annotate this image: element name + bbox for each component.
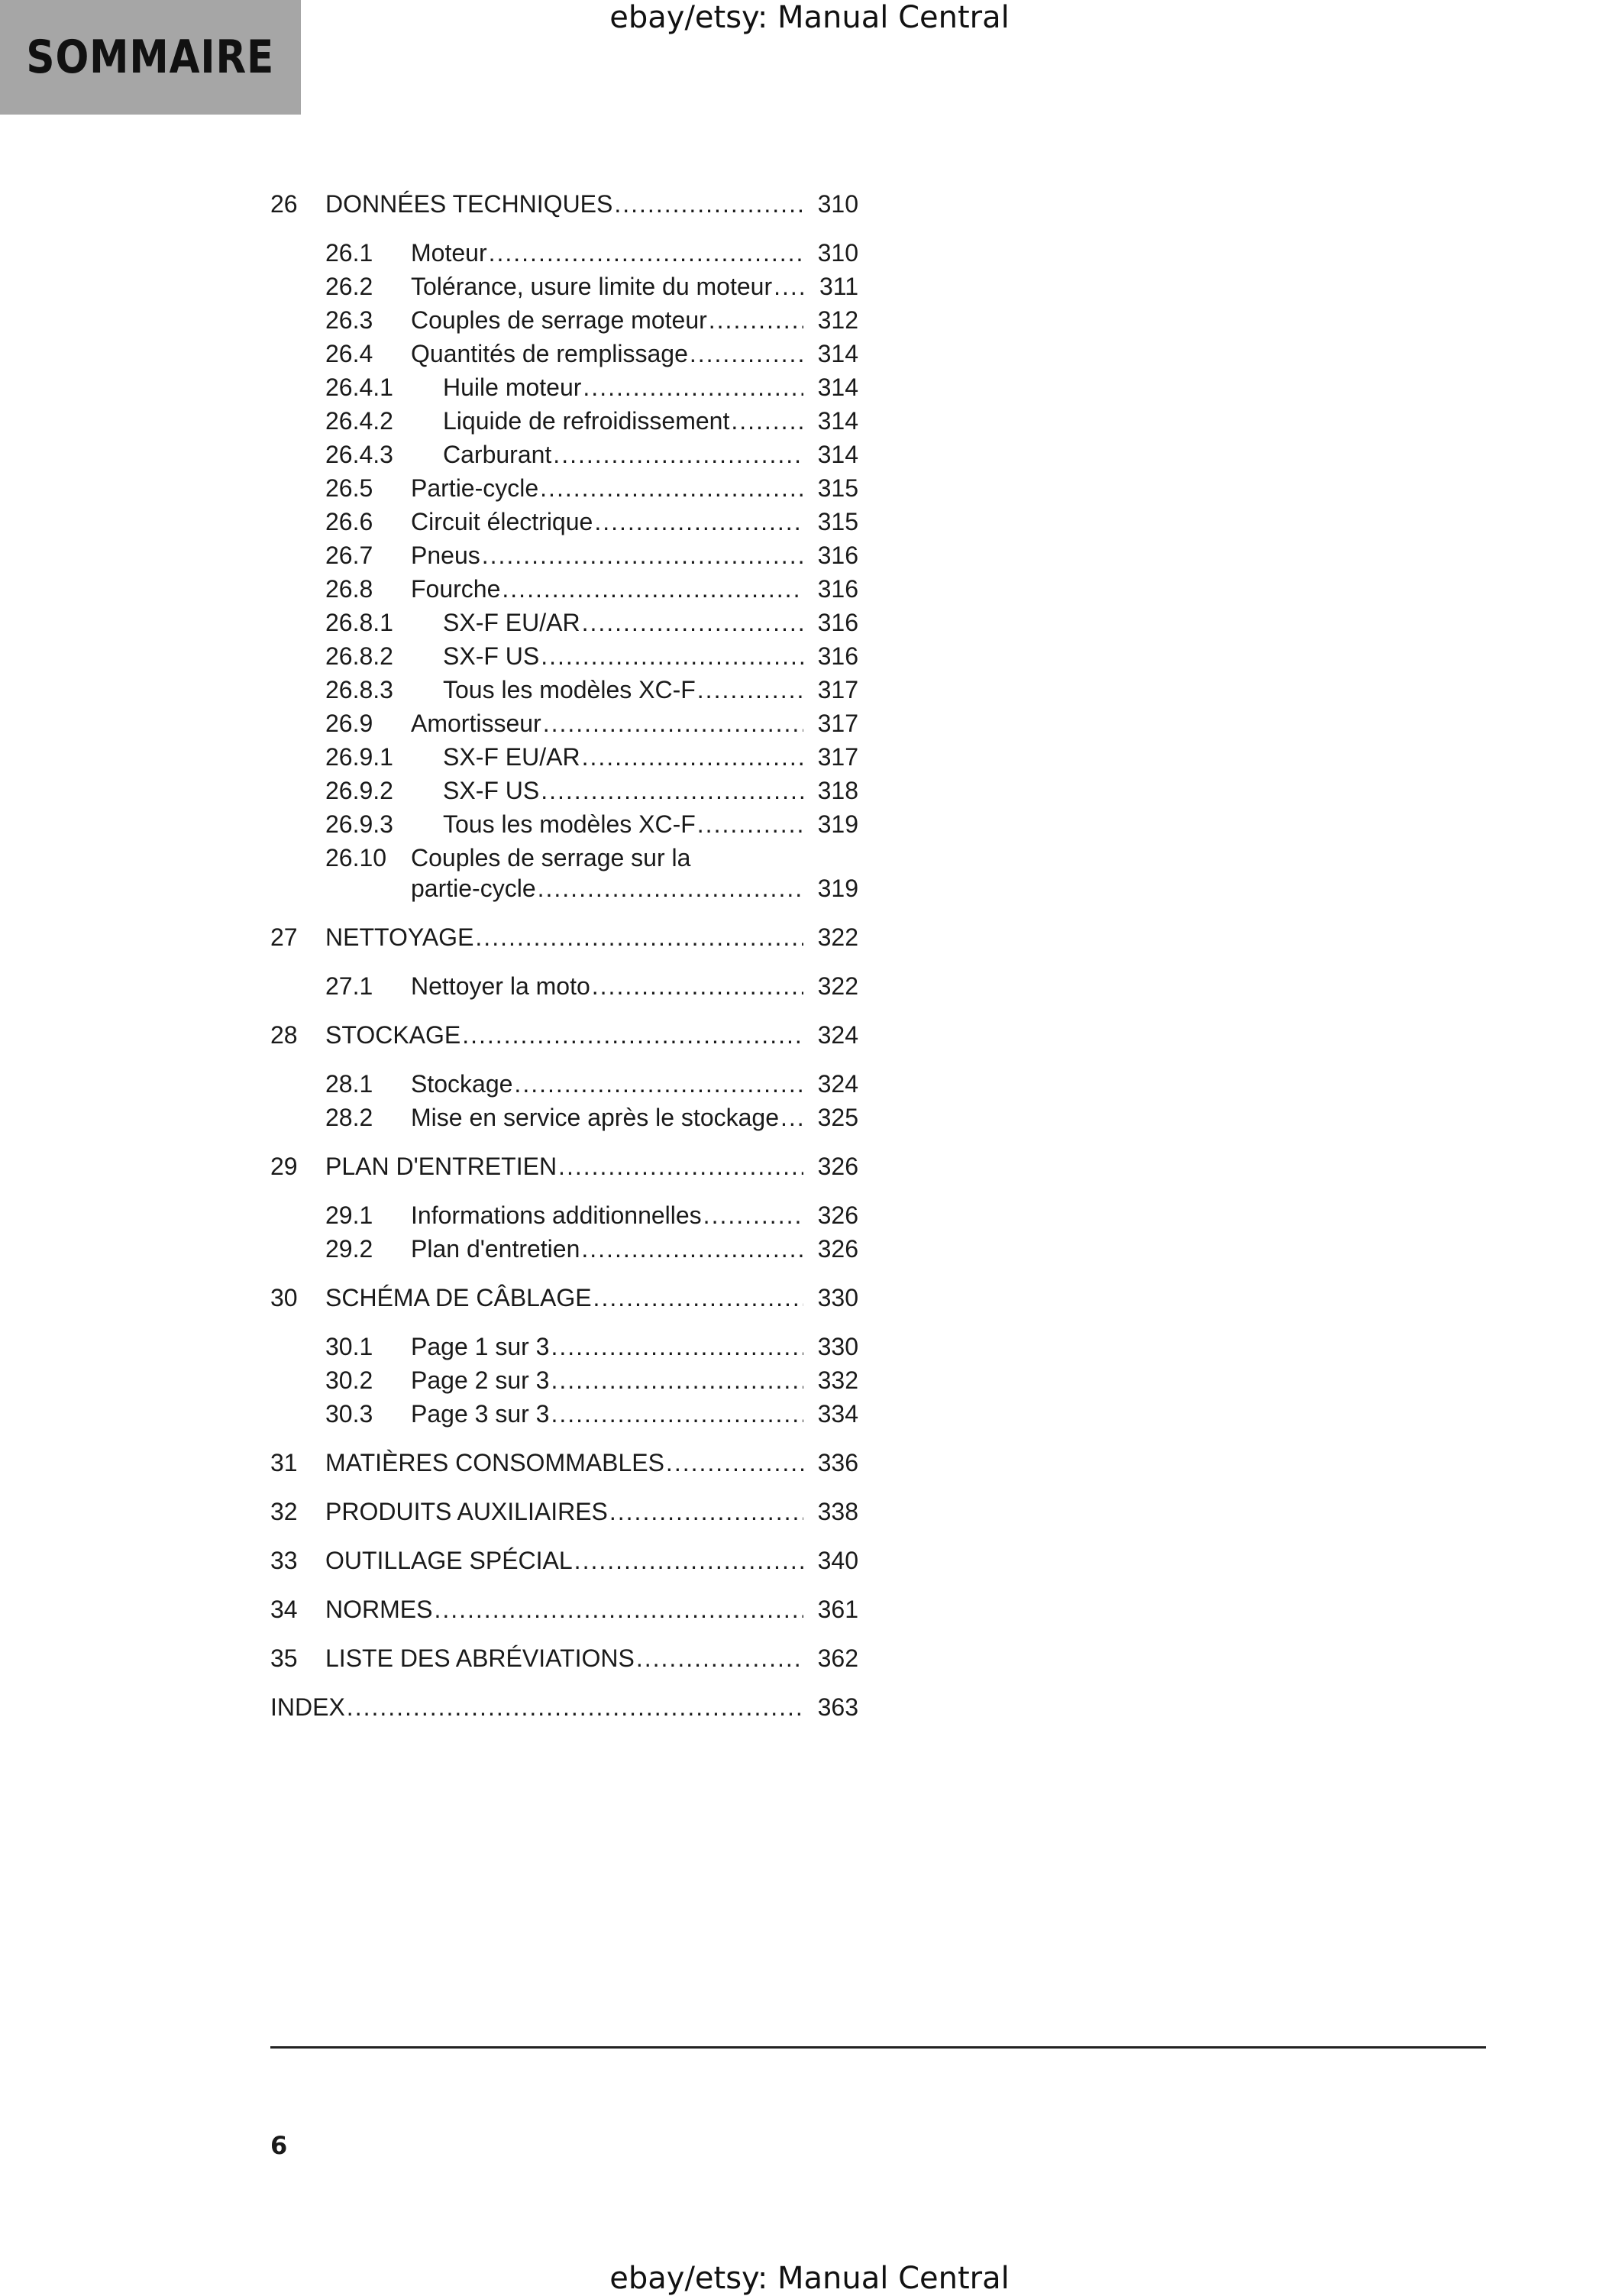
toc-number: 26.9.1	[325, 743, 393, 771]
toc-title: STOCKAGE	[325, 1018, 462, 1052]
dot-leader	[582, 606, 803, 639]
toc-title: Tous les modèles XC-F	[443, 807, 697, 841]
toc-number: 31	[270, 1449, 298, 1476]
toc-title: PRODUITS AUXILIAIRES	[325, 1495, 609, 1528]
dot-leader	[551, 1363, 803, 1397]
toc-title: Informations additionnelles	[411, 1198, 703, 1232]
toc-title: Page 1 sur 3	[411, 1330, 551, 1363]
table-of-contents	[270, 187, 858, 1724]
toc-title: SX-F US	[443, 639, 541, 673]
toc-section-row[interactable]	[270, 1067, 858, 1101]
toc-chapter-row[interactable]	[270, 1281, 858, 1315]
dot-leader	[551, 1397, 803, 1431]
dot-leader	[583, 370, 803, 404]
toc-section-row[interactable]	[270, 1101, 858, 1134]
toc-page-number: 332	[817, 1366, 858, 1394]
dot-leader	[475, 920, 803, 954]
dot-leader	[703, 1198, 803, 1232]
toc-number: 26.8	[325, 575, 373, 603]
toc-title: Quantités de remplissage	[411, 337, 690, 370]
toc-title: Tolérance, usure limite du moteur	[411, 270, 774, 303]
toc-section-row[interactable]	[270, 1232, 858, 1266]
dot-leader	[541, 774, 803, 807]
toc-section-row[interactable]	[270, 505, 858, 538]
toc-page-number: 324	[817, 1070, 858, 1098]
toc-number: 26.3	[325, 306, 373, 334]
toc-number: 28	[270, 1021, 298, 1049]
dot-leader	[609, 1495, 803, 1528]
toc-number: 26	[270, 190, 298, 218]
watermark-bottom: ebay/etsy: Manual Central	[609, 2261, 1010, 2296]
toc-title: Mise en service après le stockage	[411, 1101, 780, 1134]
dot-leader	[774, 270, 803, 303]
toc-page-number: 326	[817, 1201, 858, 1229]
toc-number: 26.7	[325, 542, 373, 569]
toc-number: 29	[270, 1153, 298, 1180]
toc-section-row[interactable]	[270, 471, 858, 505]
dot-leader	[582, 740, 803, 774]
dot-leader	[697, 673, 803, 707]
toc-chapter-row[interactable]	[270, 1495, 858, 1528]
toc-number: 29.2	[325, 1235, 373, 1263]
toc-title: Liquide de refroidissement	[443, 404, 731, 438]
toc-number: 26.9.3	[325, 810, 393, 838]
toc-chapter-row[interactable]	[270, 1446, 858, 1479]
toc-section-row[interactable]	[270, 639, 858, 673]
toc-number: 26.4.1	[325, 374, 393, 401]
toc-page-number: 338	[817, 1498, 858, 1525]
toc-title: Huile moteur	[443, 370, 583, 404]
toc-number: 26.1	[325, 239, 373, 267]
toc-number: 26.10	[325, 844, 387, 872]
toc-title: Carburant	[443, 438, 553, 471]
toc-title-continued: partie-cycle	[411, 872, 538, 905]
toc-page-number: 310	[817, 190, 858, 218]
toc-number: 35	[270, 1644, 298, 1672]
toc-section-row[interactable]	[270, 673, 858, 707]
toc-title: Stockage	[411, 1067, 514, 1101]
toc-number: 26.4.3	[325, 441, 393, 468]
toc-title: Page 3 sur 3	[411, 1397, 551, 1431]
toc-title: SX-F US	[443, 774, 541, 807]
dot-leader	[731, 404, 803, 438]
toc-chapter-row[interactable]	[270, 187, 858, 221]
dot-leader	[614, 187, 803, 221]
toc-chapter-row[interactable]	[270, 920, 858, 954]
toc-page-number: 330	[817, 1333, 858, 1360]
toc-number: 28.2	[325, 1104, 373, 1131]
toc-number: 32	[270, 1498, 298, 1525]
toc-number: 30	[270, 1284, 298, 1311]
toc-page-number: 319	[817, 810, 858, 838]
toc-page-number: 315	[817, 508, 858, 535]
toc-chapter-row[interactable]	[270, 1641, 858, 1675]
dot-leader	[636, 1641, 803, 1675]
toc-page-number: 316	[817, 609, 858, 636]
dot-leader	[489, 236, 803, 270]
toc-number: 26.8.2	[325, 642, 393, 670]
toc-page-number: 324	[817, 1021, 858, 1049]
dot-leader	[462, 1018, 803, 1052]
toc-title: MATIÈRES CONSOMMABLES	[325, 1446, 666, 1479]
dot-leader	[666, 1446, 803, 1479]
toc-page-number: 315	[817, 474, 858, 502]
toc-title: Pneus	[411, 538, 482, 572]
toc-chapter-row[interactable]	[270, 1150, 858, 1183]
toc-section-row[interactable]	[270, 969, 858, 1003]
toc-page-number: 336	[817, 1449, 858, 1476]
toc-section-row[interactable]	[270, 438, 858, 471]
dot-leader	[594, 505, 803, 538]
toc-page-number: 340	[817, 1547, 858, 1574]
toc-page-number: 363	[817, 1693, 858, 1721]
dot-leader	[514, 1067, 803, 1101]
dot-leader	[780, 1101, 803, 1134]
toc-page-number: 317	[817, 710, 858, 737]
toc-page-number: 316	[817, 642, 858, 670]
toc-number: 26.8.1	[325, 609, 393, 636]
toc-page-number: 317	[817, 676, 858, 703]
toc-page-number: 362	[817, 1644, 858, 1672]
toc-title: SCHÉMA DE CÂBLAGE	[325, 1281, 593, 1315]
toc-section-row[interactable]	[270, 270, 858, 303]
toc-section-row[interactable]	[270, 740, 858, 774]
toc-title: Circuit électrique	[411, 505, 594, 538]
toc-number: 30.3	[325, 1400, 373, 1428]
toc-chapter-row[interactable]	[270, 1690, 858, 1724]
toc-page-number: 322	[817, 923, 858, 951]
toc-section-row[interactable]	[270, 807, 858, 841]
toc-title: PLAN D'ENTRETIEN	[325, 1150, 558, 1183]
toc-title: Couples de serrage sur la	[411, 844, 691, 872]
toc-chapter-row[interactable]	[270, 1593, 858, 1626]
toc-section-row[interactable]	[270, 1198, 858, 1232]
dot-leader	[574, 1544, 803, 1577]
dot-leader	[482, 538, 803, 572]
toc-number: 30.1	[325, 1333, 373, 1360]
toc-title: Partie-cycle	[411, 471, 540, 505]
toc-title: Amortisseur	[411, 707, 543, 740]
toc-title: Nettoyer la moto	[411, 969, 592, 1003]
toc-number: 26.8.3	[325, 676, 393, 703]
toc-chapter-row[interactable]	[270, 1544, 858, 1577]
section-tab-title: SOMMAIRE	[26, 31, 275, 84]
toc-section-row[interactable]	[270, 774, 858, 807]
toc-section-row[interactable]	[270, 841, 858, 905]
toc-title: Tous les modèles XC-F	[443, 673, 697, 707]
toc-number: 29.1	[325, 1201, 373, 1229]
toc-page-number: 312	[817, 306, 858, 334]
dot-leader	[697, 807, 803, 841]
toc-number: 26.4	[325, 340, 373, 367]
dot-leader	[502, 572, 803, 606]
toc-title: Page 2 sur 3	[411, 1363, 551, 1397]
dot-leader	[592, 969, 803, 1003]
toc-section-row[interactable]	[270, 707, 858, 740]
toc-number: 26.2	[325, 273, 373, 300]
toc-number: 28.1	[325, 1070, 373, 1098]
toc-title: Couples de serrage moteur	[411, 303, 709, 337]
toc-page-number: 326	[817, 1153, 858, 1180]
toc-page-number: 314	[817, 441, 858, 468]
toc-page-number: 310	[817, 239, 858, 267]
toc-number: 34	[270, 1596, 298, 1623]
toc-title: SX-F EU/AR	[443, 606, 582, 639]
toc-section-row[interactable]	[270, 1330, 858, 1363]
toc-title: NETTOYAGE	[325, 920, 475, 954]
watermark-top: ebay/etsy: Manual Central	[609, 0, 1010, 35]
toc-page-number: 319	[817, 875, 858, 902]
dot-leader	[347, 1690, 803, 1724]
toc-title: Plan d'entretien	[411, 1232, 581, 1266]
toc-section-row[interactable]	[270, 1363, 858, 1397]
toc-page-number: 326	[817, 1235, 858, 1263]
toc-page-number: 316	[817, 542, 858, 569]
dot-leader	[540, 471, 803, 505]
dot-leader	[581, 1232, 803, 1266]
toc-number: 26.4.2	[325, 407, 393, 435]
toc-page-number: 314	[817, 374, 858, 401]
page-number: 6	[270, 2131, 288, 2160]
toc-chapter-row[interactable]	[270, 1018, 858, 1052]
toc-title: NORMES	[325, 1593, 434, 1626]
toc-section-row[interactable]	[270, 337, 858, 370]
toc-section-row[interactable]	[270, 303, 858, 337]
toc-number: 26.5	[325, 474, 373, 502]
toc-page-number: 316	[817, 575, 858, 603]
toc-section-row[interactable]	[270, 606, 858, 639]
footer-rule	[270, 2046, 1486, 2049]
toc-section-row[interactable]	[270, 236, 858, 270]
toc-title: Moteur	[411, 236, 489, 270]
toc-title: LISTE DES ABRÉVIATIONS	[325, 1641, 636, 1675]
toc-section-row[interactable]	[270, 370, 858, 404]
dot-leader	[709, 303, 803, 337]
toc-number: 27.1	[325, 972, 373, 1000]
toc-number: 26.6	[325, 508, 373, 535]
toc-title: INDEX	[270, 1690, 347, 1724]
dot-leader	[541, 639, 803, 673]
toc-page-number: 361	[817, 1596, 858, 1623]
toc-title: Fourche	[411, 572, 502, 606]
toc-title: DONNÉES TECHNIQUES	[325, 187, 614, 221]
dot-leader	[551, 1330, 803, 1363]
dot-leader	[434, 1593, 803, 1626]
toc-number: 33	[270, 1547, 298, 1574]
toc-number: 30.2	[325, 1366, 373, 1394]
toc-page-number: 317	[817, 743, 858, 771]
toc-page-number: 325	[817, 1104, 858, 1131]
toc-number: 27	[270, 923, 298, 951]
toc-section-row[interactable]	[270, 1397, 858, 1431]
toc-page-number: 322	[817, 972, 858, 1000]
toc-page-number: 334	[817, 1400, 858, 1428]
toc-number: 26.9.2	[325, 777, 393, 804]
toc-section-row[interactable]	[270, 404, 858, 438]
dot-leader	[593, 1281, 803, 1315]
toc-number: 26.9	[325, 710, 373, 737]
toc-section-row[interactable]	[270, 572, 858, 606]
dot-leader	[538, 872, 803, 905]
toc-title: SX-F EU/AR	[443, 740, 582, 774]
toc-page-number: 330	[817, 1284, 858, 1311]
dot-leader	[558, 1150, 803, 1183]
toc-page-number: 314	[817, 407, 858, 435]
dot-leader	[543, 707, 803, 740]
toc-page-number: 311	[819, 273, 858, 300]
dot-leader	[690, 337, 803, 370]
toc-page-number: 314	[817, 340, 858, 367]
dot-leader	[553, 438, 803, 471]
toc-title: OUTILLAGE SPÉCIAL	[325, 1544, 574, 1577]
toc-page-number: 318	[817, 777, 858, 804]
toc-section-row[interactable]	[270, 538, 858, 572]
